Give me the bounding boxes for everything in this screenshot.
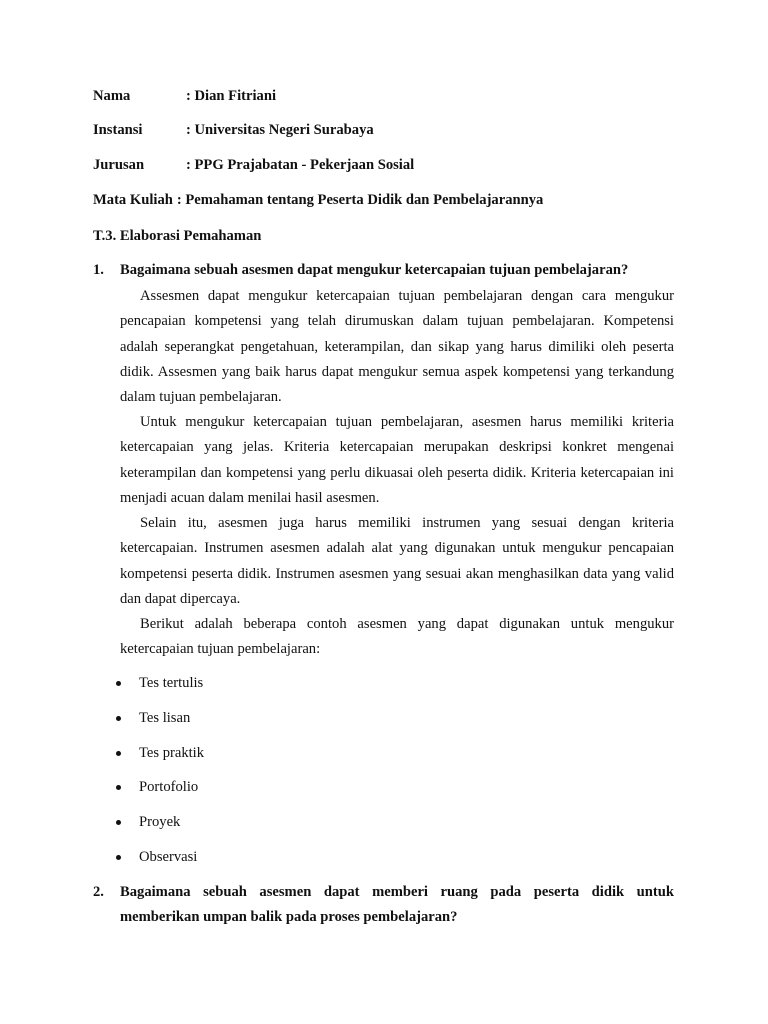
list-item [113,777,204,812]
list-item-label: Proyek [139,814,181,831]
question-1-text: Bagaimana sebuah asesmen dapat mengukur ketercapaian tujuan pembelajaran? [120,262,629,278]
list-item-label: Tes lisan [139,709,191,726]
list-item-label: Tes tertulis [139,675,204,691]
info-label-instansi: Instansi [93,122,143,138]
bullet-icon [116,785,121,790]
assessment-examples-list [113,673,204,882]
question-2-text: Bagaimana sebuah asesmen dapat memberi ruang pada peserta didik untuk memberikan umpan balik pada proses pembelajaran? [120,884,674,925]
info-value-mata-kuliah: : Pemahaman tentang Peserta Didik dan Pembelajarannya [176,192,544,208]
info-row-mata-kuliah [93,192,543,209]
list-item [113,743,204,778]
list-item [113,812,204,847]
info-value-nama: : Dian Fitriani [186,88,276,104]
bullet-icon [116,820,121,825]
answer-1-paragraph-3: Selain itu, asesmen juga harus memiliki instrumen yang sesuai dengan kriteria ketercapaian. Instrumen asesmen adalah alat yang digunakan untuk mengukur pencapaian kompetensi peserta didik. Instrumen asesmen yang sesuai akan menghasilkan data yang valid dan dapat dipercaya. [120,515,674,607]
question-1 [93,258,674,283]
bullet-icon [116,716,121,721]
question-1-number: 1. [93,262,104,278]
info-row-nama [93,88,276,105]
bullet-icon [116,681,121,686]
info-label-mata-kuliah: Mata Kuliah [93,192,173,208]
info-value-instansi: : Universitas Negeri Surabaya [186,122,374,138]
list-item [113,673,204,708]
question-2-number: 2. [93,884,104,900]
answer-1-paragraph-2: Untuk mengukur ketercapaian tujuan pembelajaran, asesmen harus memiliki kriteria ketercapaian yang jelas. Kriteria ketercapaian merupakan deskripsi konkret mengenai keterampilan dan kompetensi yang perlu dikuasai oleh peserta didik. Kriteria ketercapaian ini menjadi acuan dalam menilai hasil asesmen. [120,414,674,506]
bullet-icon [116,751,121,756]
list-item-label: Observasi [139,848,198,865]
list-item-label: Tes praktik [139,744,205,761]
bullet-icon [116,855,121,860]
info-row-instansi [93,122,374,139]
answer-1-paragraph-4: Berikut adalah beberapa contoh asesmen yang dapat digunakan untuk mengukur ketercapaian tujuan pembelajaran: [120,616,674,658]
info-value-jurusan: : PPG Prajabatan - Pekerjaan Sosial [186,157,415,173]
info-label-jurusan: Jurusan [93,157,145,173]
section-title: T.3. Elaborasi Pemahaman [93,228,262,244]
list-item [113,708,204,743]
question-2 [93,880,674,930]
list-item [113,847,204,882]
list-item-label: Portofolio [139,779,199,796]
answer-1-paragraph-1: Assesmen dapat mengukur ketercapaian tujuan pembelajaran dengan cara mengukur pencapaian kompetensi yang telah dirumuskan dalam tujuan pembelajaran. Kompetensi adalah seperangkat pengetahuan, keterampilan, dan sikap yang harus dimiliki oleh peserta didik. Assesmen yang baik harus dapat mengukur semua aspek kompetensi yang terkandung dalam tujuan pembelajaran. [120,288,674,406]
info-label-nama: Nama [93,88,131,104]
info-row-jurusan [93,157,414,174]
